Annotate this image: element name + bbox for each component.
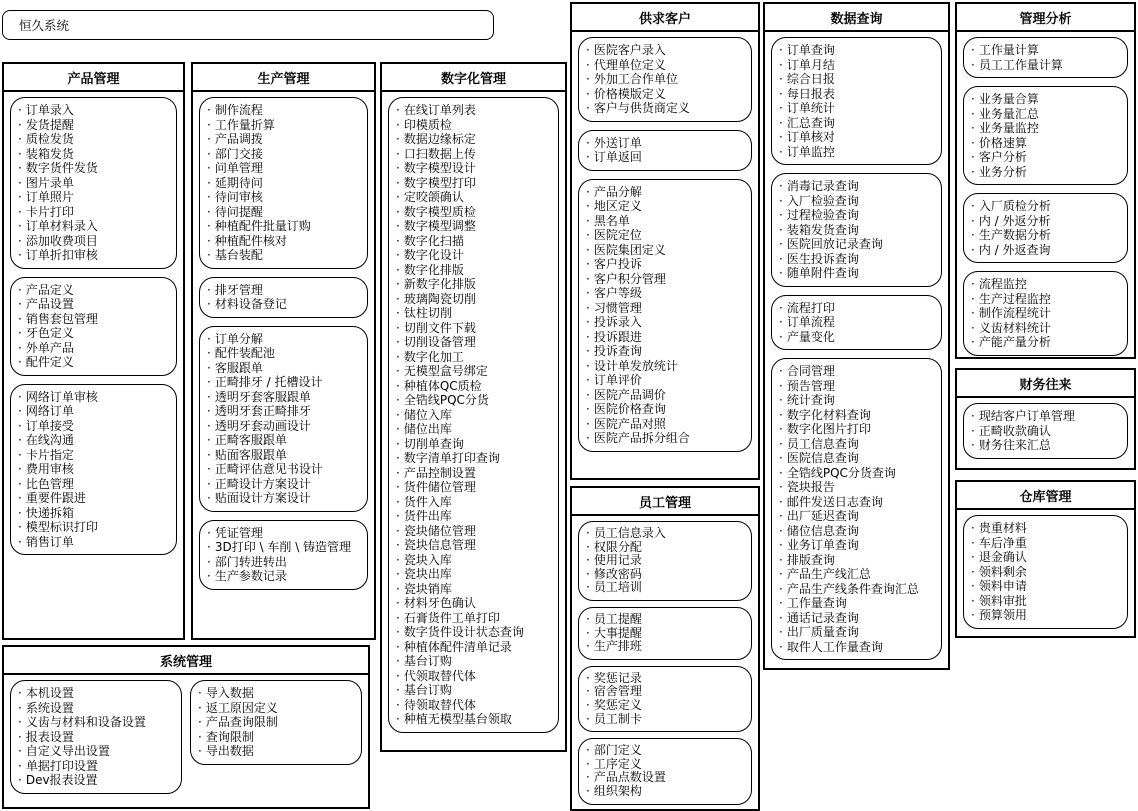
- menu-item: · 定咬颌确认: [396, 190, 552, 205]
- menu-item: · 贴面客服跟单: [207, 448, 361, 463]
- module-employee-management: [570, 486, 760, 811]
- menu-item: · 业务分析: [971, 165, 1121, 180]
- menu-item: · 业务量合算: [971, 92, 1121, 107]
- menu-item: · 流程打印: [779, 301, 935, 316]
- menu-item: · 订单接受: [18, 419, 170, 434]
- item-group: [578, 179, 752, 452]
- menu-item: · 员工制卡: [586, 713, 745, 727]
- module-title: 供求客户: [572, 4, 758, 32]
- item-group: [578, 738, 752, 804]
- menu-item: · 快递拆箱: [18, 506, 170, 521]
- menu-item: · 投诉查询: [586, 344, 745, 359]
- menu-item: · 价格模版定义: [586, 87, 745, 102]
- menu-item: · 卡片打印: [18, 205, 170, 220]
- menu-item: · 产品查询限制: [198, 715, 355, 730]
- menu-item: · 义齿与材料和设备设置: [18, 715, 175, 730]
- menu-item: · 组织架构: [586, 785, 745, 799]
- menu-item: · 领料剩余: [971, 565, 1121, 580]
- menu-item: · 订单返回: [586, 150, 745, 165]
- menu-item: · 医院信息查询: [779, 451, 935, 466]
- menu-item: · 钛柱切削: [396, 306, 552, 321]
- menu-item: · 退金确认: [971, 550, 1121, 565]
- menu-item: · 医院集团定义: [586, 243, 745, 258]
- system-title: 恒久系统: [19, 18, 70, 33]
- menu-item: · 正畸评估意见书设计: [207, 462, 361, 477]
- menu-item: · 数字模型质检: [396, 205, 552, 220]
- item-group: [963, 193, 1128, 263]
- menu-item: · 车后净重: [971, 536, 1121, 551]
- module-title: 数字化管理: [382, 64, 565, 92]
- menu-item: · 宿舍管理: [586, 685, 745, 699]
- item-group: [578, 521, 752, 601]
- menu-item: · 员工信息查询: [779, 437, 935, 452]
- menu-item: · 客户等级: [586, 286, 745, 301]
- module-title: 员工管理: [572, 488, 758, 516]
- menu-item: · 基台订购: [396, 654, 552, 669]
- menu-item: · 领料审批: [971, 594, 1121, 609]
- menu-item: · 数据边缘标定: [396, 132, 552, 147]
- menu-item: · 入厂检验查询: [779, 194, 935, 209]
- module-management-analysis: [955, 2, 1136, 359]
- menu-item: · 奖惩定义: [586, 699, 745, 713]
- module-body: [957, 510, 1134, 635]
- menu-item: · 内 / 外返查询: [971, 243, 1121, 258]
- item-group: [199, 277, 368, 318]
- menu-item: · 生产数据分析: [971, 228, 1121, 243]
- menu-item: · 入厂质检分析: [971, 199, 1121, 214]
- menu-item: · 数字模型设计: [396, 161, 552, 176]
- menu-item: · 财务往来汇总: [971, 438, 1121, 453]
- module-body: [4, 92, 183, 561]
- menu-item: · 切削单查询: [396, 437, 552, 452]
- menu-item: · 瓷块信息管理: [396, 538, 552, 553]
- menu-item: · 材料设备登记: [207, 297, 361, 312]
- menu-item: · 现结客户订单管理: [971, 409, 1121, 424]
- menu-item: · 正畸收款确认: [971, 424, 1121, 439]
- menu-item: · 排牙管理: [207, 283, 361, 298]
- menu-item: · 查询限制: [198, 730, 355, 745]
- menu-item: · 地区定义: [586, 199, 745, 214]
- module-product-management: [2, 62, 185, 640]
- menu-item: · 贵重材料: [971, 521, 1121, 536]
- menu-item: · 权限分配: [586, 541, 745, 555]
- item-group: [10, 680, 182, 794]
- item-group: [190, 680, 362, 765]
- menu-item: · 玻璃陶瓷切削: [396, 292, 552, 307]
- menu-item: · 正畸客服跟单: [207, 433, 361, 448]
- menu-item: · 工作量查询: [779, 596, 935, 611]
- menu-item: · 订单查询: [779, 43, 935, 58]
- menu-item: · 投诉录入: [586, 315, 745, 330]
- menu-item: · 销售套包管理: [18, 312, 170, 327]
- menu-item: · 透明牙套正畸排牙: [207, 404, 361, 419]
- menu-item: · 产能产量分析: [971, 335, 1121, 350]
- menu-item: · 医院定位: [586, 228, 745, 243]
- menu-item: · 订单录入: [18, 103, 170, 118]
- module-body: [382, 92, 565, 739]
- menu-item: · 报表设置: [18, 730, 175, 745]
- system-title-box: [2, 10, 494, 40]
- menu-item: · 奖惩记录: [586, 672, 745, 686]
- menu-item: · 数字化设计: [396, 248, 552, 263]
- item-group: [199, 326, 368, 512]
- menu-item: · 数字化扫描: [396, 234, 552, 249]
- menu-item: · 订单折扣审核: [18, 248, 170, 263]
- menu-item: · 数字货件发货: [18, 161, 170, 176]
- item-group: [963, 271, 1128, 356]
- menu-item: · 贴面设计方案设计: [207, 491, 361, 506]
- menu-item: · 基台订购: [396, 683, 552, 698]
- menu-item: · 卡片指定: [18, 448, 170, 463]
- menu-item: · 内 / 外返分析: [971, 214, 1121, 229]
- module-body: [4, 675, 368, 800]
- module-title: 生产管理: [193, 64, 374, 92]
- menu-item: · 出厂质量查询: [779, 625, 935, 640]
- menu-item: · 待领取替代体: [396, 698, 552, 713]
- menu-item: · 部门交接: [207, 147, 361, 162]
- menu-item: · 种植配件批量订购: [207, 219, 361, 234]
- menu-item: · 制作流程统计: [971, 306, 1121, 321]
- menu-item: · 种植体QC质检: [396, 379, 552, 394]
- menu-item: · 无模型盒号绑定: [396, 364, 552, 379]
- menu-item: · 图片录单: [18, 176, 170, 191]
- menu-item: · 问单管理: [207, 161, 361, 176]
- menu-item: · 凭证管理: [207, 526, 361, 541]
- item-group: [963, 515, 1128, 629]
- menu-item: · 自定义导出设置: [18, 744, 175, 759]
- menu-item: · 网络订单审核: [18, 390, 170, 405]
- menu-item: · 费用审核: [18, 462, 170, 477]
- menu-item: · 材料牙色确认: [396, 596, 552, 611]
- menu-item: · 随单附件查询: [779, 266, 935, 281]
- item-group: [388, 97, 559, 733]
- module-system-management: [2, 645, 370, 809]
- item-group: [771, 358, 942, 660]
- menu-item: · 生产排班: [586, 640, 745, 654]
- menu-item: · Dev报表设置: [18, 773, 175, 788]
- menu-item: · 生产过程监控: [971, 292, 1121, 307]
- menu-item: · 部门定义: [586, 744, 745, 758]
- menu-item: · 正畸排牙 / 托槽设计: [207, 375, 361, 390]
- menu-item: · 口扫数据上传: [396, 147, 552, 162]
- menu-item: · 比色管理: [18, 477, 170, 492]
- menu-item: · 货件储位管理: [396, 480, 552, 495]
- menu-item: · 待问提醒: [207, 205, 361, 220]
- menu-item: · 数字化图片打印: [779, 422, 935, 437]
- menu-item: · 外单产品: [18, 341, 170, 356]
- menu-item: · 切削文件下载: [396, 321, 552, 336]
- menu-item: · 订单统计: [779, 101, 935, 116]
- menu-item: · 印模质检: [396, 118, 552, 133]
- menu-item: · 本机设置: [18, 686, 175, 701]
- menu-item: · 医院产品对照: [586, 417, 745, 432]
- menu-item: · 员工提醒: [586, 613, 745, 627]
- item-group: [199, 520, 368, 590]
- menu-item: · 客服跟单: [207, 361, 361, 376]
- menu-item: · 待问审核: [207, 190, 361, 205]
- menu-item: · 订单评价: [586, 373, 745, 388]
- menu-item: · 正畸设计方案设计: [207, 477, 361, 492]
- menu-item: · 导入数据: [198, 686, 355, 701]
- menu-item: · 部门转进转出: [207, 555, 361, 570]
- menu-item: · 数字模型打印: [396, 176, 552, 191]
- menu-item: · 医院客户录入: [586, 43, 745, 58]
- item-group: [963, 86, 1128, 185]
- item-group: [771, 295, 942, 351]
- menu-item: · 销售订单: [18, 535, 170, 550]
- menu-item: · 配件装配池: [207, 346, 361, 361]
- menu-item: · 汇总查询: [779, 116, 935, 131]
- module-title: 仓库管理: [957, 482, 1134, 510]
- menu-item: · 种植无模型基台领取: [396, 712, 552, 727]
- module-body: [957, 398, 1134, 465]
- menu-item: · 种植体配件清单记录: [396, 640, 552, 655]
- menu-item: · 订单月结: [779, 58, 935, 73]
- module-body: [572, 516, 758, 811]
- menu-item: · 业务量监控: [971, 121, 1121, 136]
- menu-item: · 习惯管理: [586, 301, 745, 316]
- menu-item: · 产品定义: [18, 283, 170, 298]
- menu-item: · 在线订单列表: [396, 103, 552, 118]
- menu-item: · 员工工作量计算: [971, 58, 1121, 73]
- menu-item: · 投诉跟进: [586, 330, 745, 345]
- menu-item: · 产品分解: [586, 185, 745, 200]
- menu-item: · 重要件跟进: [18, 491, 170, 506]
- menu-item: · 合同管理: [779, 364, 935, 379]
- menu-item: · 数字化加工: [396, 350, 552, 365]
- menu-item: · 质检发货: [18, 132, 170, 147]
- menu-item: · 装箱发货查询: [779, 223, 935, 238]
- menu-item: · 统计查询: [779, 393, 935, 408]
- menu-item: · 生产参数记录: [207, 569, 361, 584]
- menu-item: · 订单流程: [779, 315, 935, 330]
- menu-item: · 储位入库: [396, 408, 552, 423]
- menu-item: · 客户积分管理: [586, 272, 745, 287]
- menu-item: · 储位出库: [396, 422, 552, 437]
- menu-item: · 制作流程: [207, 103, 361, 118]
- menu-item: · 使用记录: [586, 554, 745, 568]
- module-title: 管理分析: [957, 4, 1134, 32]
- menu-item: · 全锆线PQC分货: [396, 393, 552, 408]
- menu-item: · 在线沟通: [18, 433, 170, 448]
- menu-item: · 邮件发送日志查询: [779, 495, 935, 510]
- menu-item: · 每日报表: [779, 87, 935, 102]
- menu-item: · 医院产品调价: [586, 388, 745, 403]
- module-body: [193, 92, 374, 596]
- menu-item: · 透明牙套动画设计: [207, 419, 361, 434]
- item-group: [963, 403, 1128, 459]
- menu-item: · 预告管理: [779, 379, 935, 394]
- menu-item: · 3D打印 \ 车削 \ 铸造管理: [207, 540, 361, 555]
- menu-item: · 客户投诉: [586, 257, 745, 272]
- menu-item: · 黑名单: [586, 214, 745, 229]
- menu-item: · 单据打印设置: [18, 759, 175, 774]
- module-finance: [955, 368, 1136, 470]
- menu-item: · 货件出库: [396, 509, 552, 524]
- menu-item: · 数字化材料查询: [779, 408, 935, 423]
- item-group: [771, 173, 942, 287]
- menu-item: · 出厂延迟查询: [779, 509, 935, 524]
- menu-item: · 产品生产线汇总: [779, 567, 935, 582]
- menu-item: · 延期待问: [207, 176, 361, 191]
- menu-item: · 全锆线PQC分货查询: [779, 466, 935, 481]
- menu-item: · 系统设置: [18, 701, 175, 716]
- menu-item: · 外送订单: [586, 136, 745, 151]
- menu-item: · 排版查询: [779, 553, 935, 568]
- menu-item: · 预算领用: [971, 608, 1121, 623]
- menu-item: · 瓷块出库: [396, 567, 552, 582]
- menu-item: · 数字化排版: [396, 263, 552, 278]
- menu-item: · 石膏货件工单打印: [396, 611, 552, 626]
- menu-item: · 订单材料录入: [18, 219, 170, 234]
- menu-item: · 代理单位定义: [586, 58, 745, 73]
- menu-item: · 储位信息查询: [779, 524, 935, 539]
- item-group: [10, 384, 177, 556]
- item-group: [578, 666, 752, 732]
- module-production-management: [191, 62, 376, 640]
- menu-item: · 种植配件核对: [207, 234, 361, 249]
- menu-item: · 消毒记录查询: [779, 179, 935, 194]
- menu-item: · 订单核对: [779, 130, 935, 145]
- menu-item: · 产品控制设置: [396, 466, 552, 481]
- menu-item: · 代领取替代体: [396, 669, 552, 684]
- menu-item: · 产品调拨: [207, 132, 361, 147]
- menu-item: · 数字货件设计状态查询: [396, 625, 552, 640]
- menu-item: · 货件入库: [396, 495, 552, 510]
- menu-item: · 员工培训: [586, 581, 745, 595]
- menu-item: · 价格速算: [971, 136, 1121, 151]
- menu-item: · 透明牙套客服跟单: [207, 390, 361, 405]
- menu-item: · 订单监控: [779, 145, 935, 160]
- menu-item: · 业务量汇总: [971, 107, 1121, 122]
- menu-item: · 基台装配: [207, 248, 361, 263]
- module-data-query: [763, 2, 950, 670]
- menu-item: · 产品生产线条件查询汇总: [779, 582, 935, 597]
- menu-item: · 医院价格查询: [586, 402, 745, 417]
- menu-item: · 员工信息录入: [586, 527, 745, 541]
- menu-item: · 工作量折算: [207, 118, 361, 133]
- menu-item: · 业务订单查询: [779, 538, 935, 553]
- module-warehouse-management: [955, 480, 1136, 638]
- menu-item: · 配件定义: [18, 355, 170, 370]
- menu-item: · 设计单发放统计: [586, 359, 745, 374]
- menu-item: · 数字清单打印查询: [396, 451, 552, 466]
- menu-item: · 订单分解: [207, 332, 361, 347]
- menu-item: · 产品设置: [18, 297, 170, 312]
- menu-item: · 医院回放记录查询: [779, 237, 935, 252]
- module-title: 财务往来: [957, 370, 1134, 398]
- menu-item: · 返工原因定义: [198, 701, 355, 716]
- item-group: [578, 130, 752, 171]
- menu-item: · 领料申请: [971, 579, 1121, 594]
- menu-item: · 产品点数设置: [586, 771, 745, 785]
- menu-item: · 通话记录查询: [779, 611, 935, 626]
- module-supply-customer: [570, 2, 760, 480]
- menu-item: · 导出数据: [198, 744, 355, 759]
- menu-item: · 过程检验查询: [779, 208, 935, 223]
- item-group: [578, 37, 752, 122]
- menu-item: · 客户分析: [971, 150, 1121, 165]
- menu-item: · 发货提醒: [18, 118, 170, 133]
- module-body: [572, 32, 758, 458]
- menu-item: · 装箱发货: [18, 147, 170, 162]
- menu-item: · 流程监控: [971, 277, 1121, 292]
- item-group: [10, 97, 177, 269]
- menu-item: · 大事提醒: [586, 627, 745, 641]
- module-digital-management: [380, 62, 567, 752]
- module-title: 数据查询: [765, 4, 948, 32]
- menu-item: · 义齿材料统计: [971, 321, 1121, 336]
- menu-item: · 产量变化: [779, 330, 935, 345]
- menu-item: · 牙色定义: [18, 326, 170, 341]
- menu-item: · 修改密码: [586, 568, 745, 582]
- menu-item: · 瓷块入库: [396, 553, 552, 568]
- menu-item: · 网络订单: [18, 404, 170, 419]
- menu-item: · 瓷块销库: [396, 582, 552, 597]
- item-group: [771, 37, 942, 165]
- menu-item: · 综合日报: [779, 72, 935, 87]
- menu-item: · 取件人工作量查询: [779, 640, 935, 655]
- menu-item: · 工作量计算: [971, 43, 1121, 58]
- module-title: 产品管理: [4, 64, 183, 92]
- item-group: [199, 97, 368, 269]
- menu-item: · 医生投诉查询: [779, 252, 935, 267]
- item-group: [578, 607, 752, 660]
- menu-item: · 瓷块储位管理: [396, 524, 552, 539]
- menu-item: · 客户与供货商定义: [586, 101, 745, 116]
- menu-item: · 外加工合作单位: [586, 72, 745, 87]
- menu-item: · 模型标识打印: [18, 520, 170, 535]
- menu-item: · 数字模型调整: [396, 219, 552, 234]
- menu-item: · 添加收费项目: [18, 234, 170, 249]
- menu-item: · 切削设备管理: [396, 335, 552, 350]
- module-body: [765, 32, 948, 666]
- menu-item: · 瓷块报告: [779, 480, 935, 495]
- menu-item: · 工序定义: [586, 758, 745, 772]
- menu-item: · 新数字化排版: [396, 277, 552, 292]
- menu-item: · 医院产品拆分组合: [586, 431, 745, 446]
- item-group: [10, 277, 177, 376]
- item-group: [963, 37, 1128, 78]
- module-body: [957, 32, 1134, 359]
- module-title: 系统管理: [4, 647, 368, 675]
- menu-item: · 订单照片: [18, 190, 170, 205]
